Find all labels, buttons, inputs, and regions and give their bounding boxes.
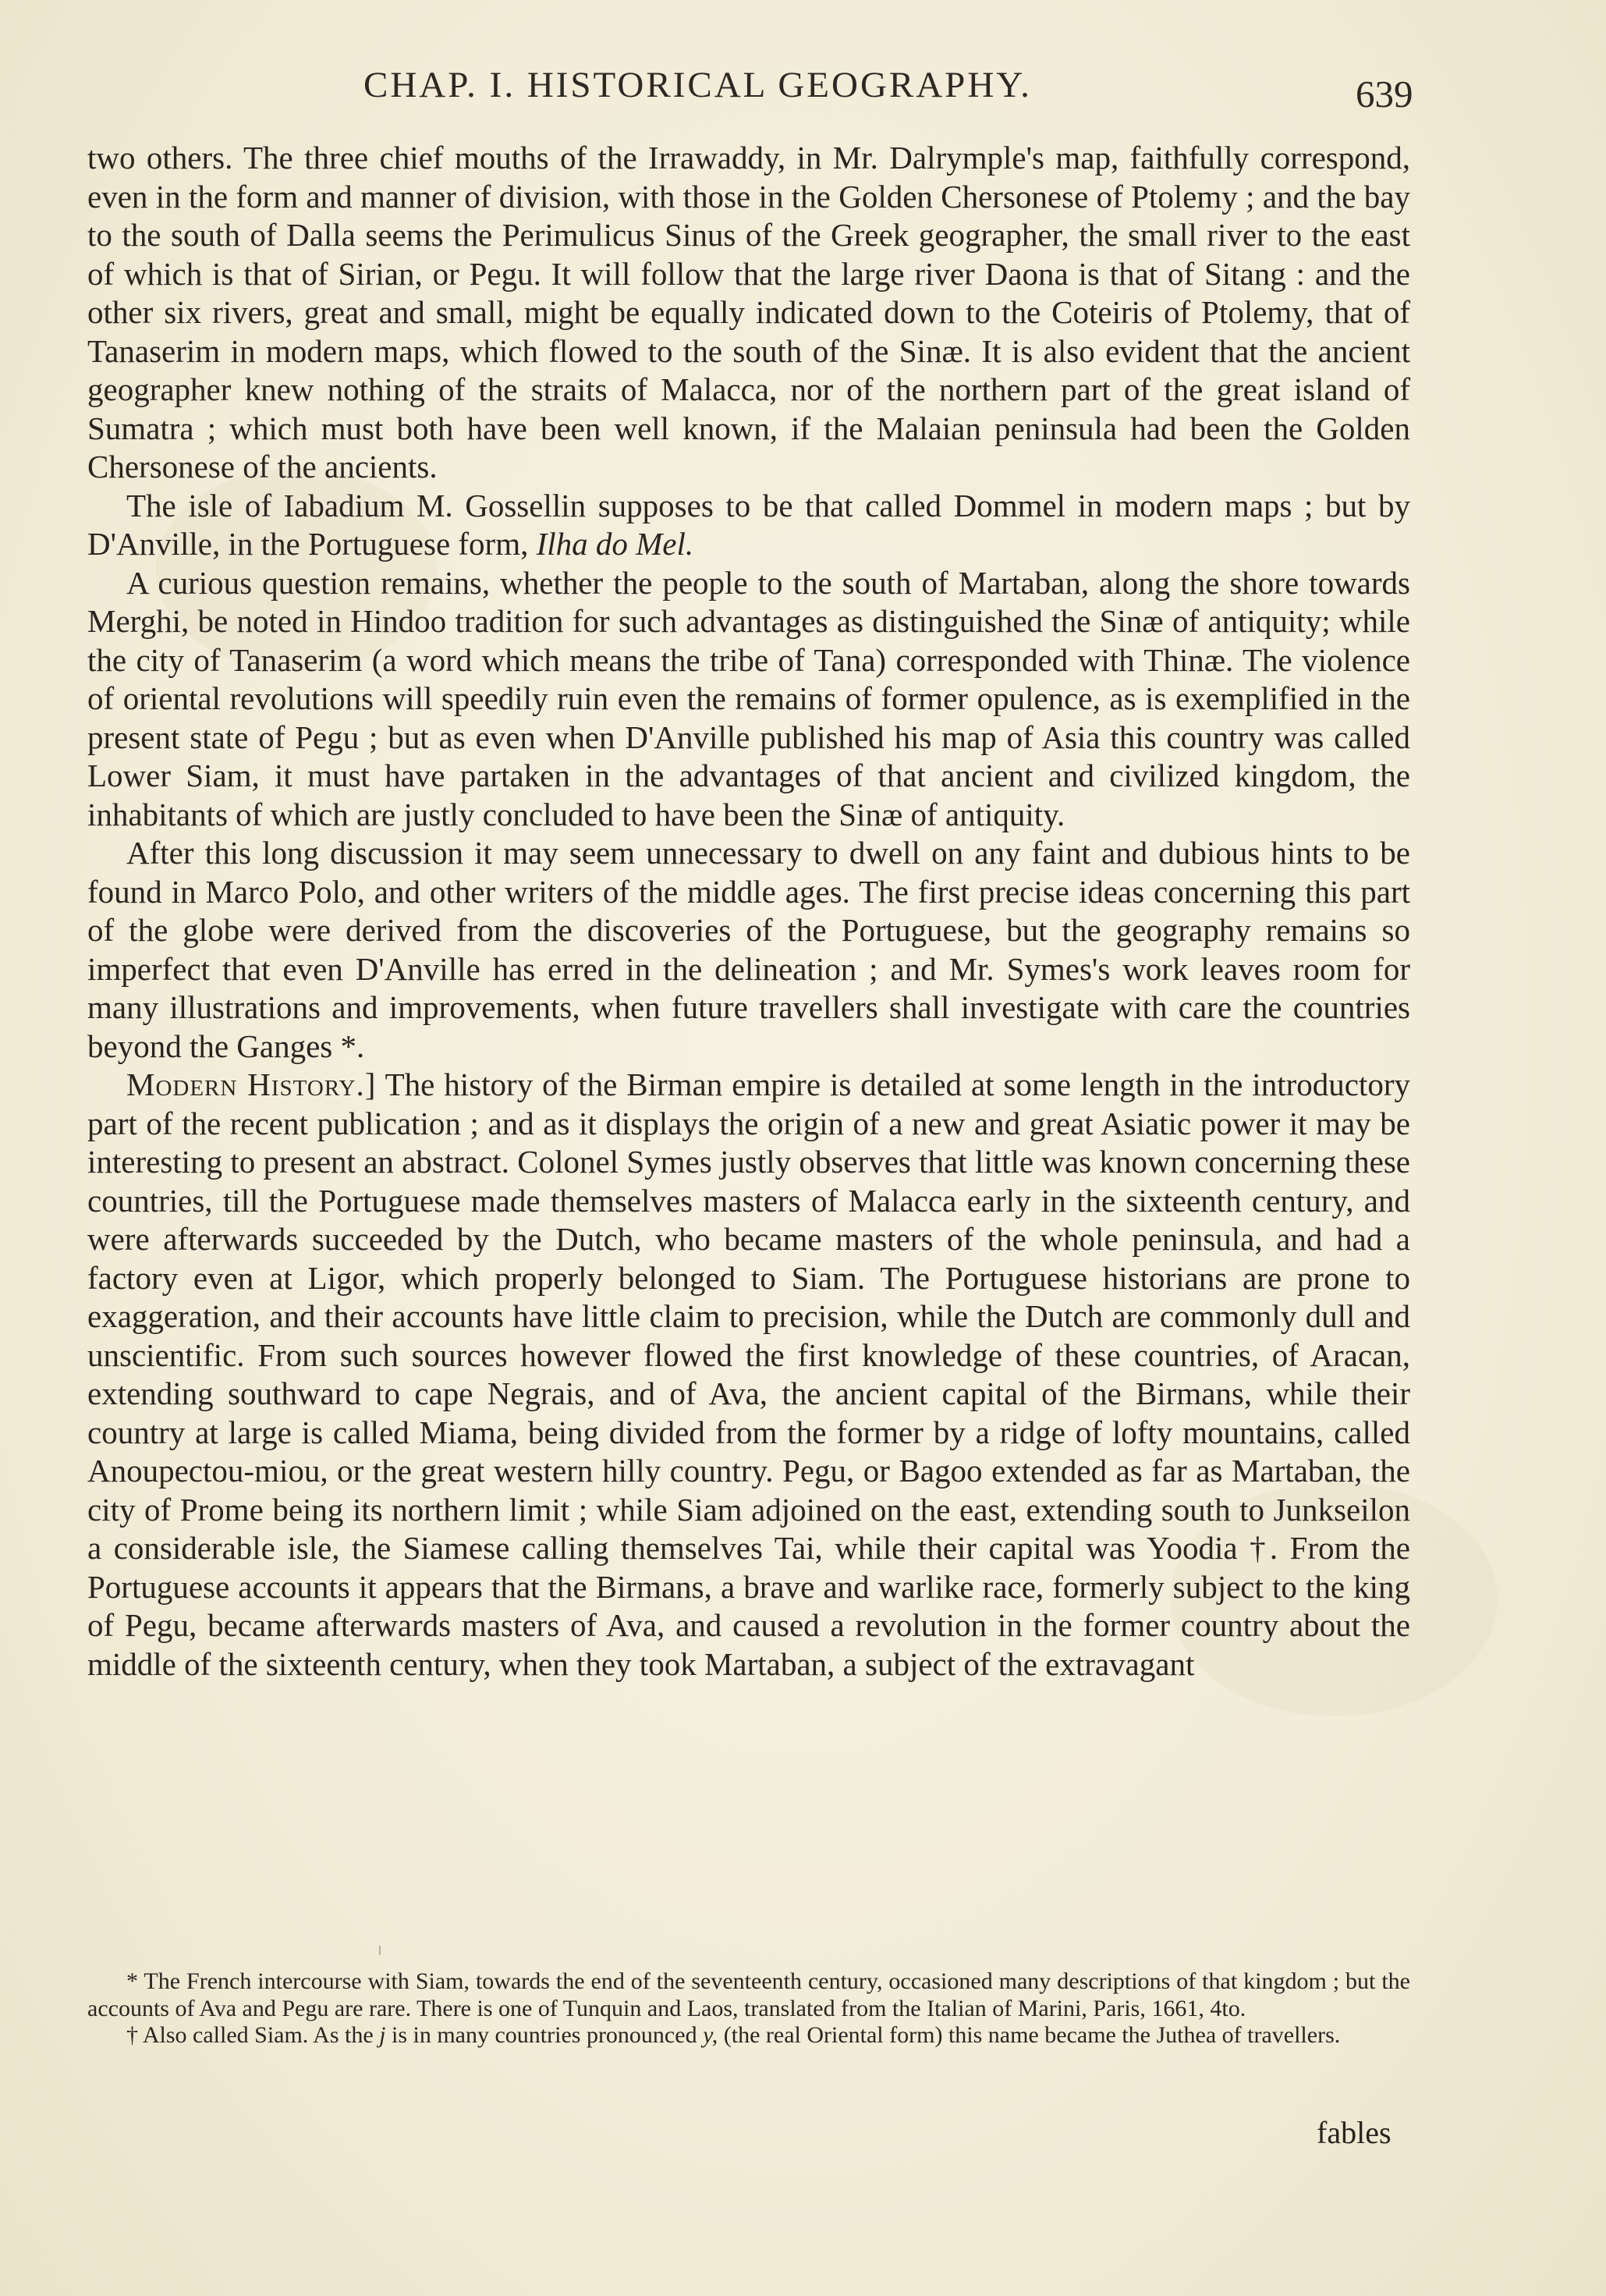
iabadium-text: The isle of Iabadium M. Gossellin supposes to be that called Dommel in modern maps ; but by D'Anville, in the Portuguese form, [87, 487, 1410, 562]
footnote-star: * The French intercourse with Siam, towards the end of the seventeenth century, occasioned many descriptions of that kingdom ; but the accounts of Ava and Pegu are rare. There is one of Tunquin and Laos, translated from the Italian of Marini, Paris, 1661, 4to. [87, 1968, 1410, 2021]
footnote-dagger [87, 2022, 1410, 2049]
footnote-dagger-text-b: is in many countries pronounced [385, 2022, 704, 2048]
running-head: CHAP. I. HISTORICAL GEOGRAPHY. [363, 65, 1032, 105]
footnotes [87, 1968, 1410, 2049]
paragraph-modern-history [87, 1066, 1410, 1684]
paragraph-curious-question: A curious question remains, whether the people to the south of Martaban, along the shore towards Merghi, be noted in Hindoo tradition for such advantages as distinguished the Sinæ of antiquity; while the city of Tanaserim (a word which means the tribe of Tana) corresponded with Thinæ. The violence of oriental revolutions will speedily ruin even the remains of former opulence, as is exemplified in the present state of Pegu ; but as even when D'Anville published his map of Asia this country was called Lower Siam, it must have partaken in the advantages of that ancient and civilized kingdom, the inhabitants of which are justly concluded to have been the Sinæ of antiquity. [87, 564, 1410, 832]
footnote-dagger-italic-y: y, [703, 2022, 718, 2048]
modern-history-text: The history of the Birman empire is detailed at some length in the introductory part of the recent publication ; and as it displays the origin of a new and great Asiatic power it may be interesting to present an abstract. Colonel Symes justly observes that little was known concerning these countries, till the Portuguese made themselves masters of Malacca early in the sixteenth century, and were afterwards succeeded by the Dutch, who became masters of the whole peninsula, and had a factory even at Ligor, which properly belonged to Siam. The Portuguese historians are prone to exaggeration, and their accounts have little claim to precision, while the Dutch are commonly dull and unscientific. From such sources however flowed the first knowledge of these countries, of Aracan, extending southward to cape Negrais, and of Ava, the ancient capital of the Birmans, while their country at large is called Miama, being divided from the former by a ridge of lofty mountains, called Anoupectou-miou, or the great western hilly country. Pegu, or Bagoo extended as far as Martaban, the city of Prome being its northern limit ; while Siam adjoined on the east, extending south to Junkseilon a considerable isle, the Siamese calling themselves Tai, while their capital was Yoodia †. From the Portuguese accounts it appears that the Birmans, a brave and warlike race, formerly subject to the king of Pegu, became afterwards masters of Ava, and caused a revolution in the former country about the middle of the sixteenth century, when they took Martaban, a subject of the extravagant [87, 1066, 1410, 1682]
page-number: 639 [1356, 73, 1413, 115]
footnote-dagger-italic-j: j [379, 2022, 386, 2048]
paragraph-irrawaddy: two others. The three chief mouths of the Irrawaddy, in Mr. Dalrymple's map, faithfully correspond, even in the form and manner of division, with those in the Golden Chersonese of Ptolemy ; and the bay to the south of Dalla seems the Perimulicus Sinus of the Greek geographer, the small river to the east of which is that of Sirian, or Pegu. It will follow that the large river Daona is that of Sitang : and the other six rivers, great and small, might be equally indicated down to the Coteiris of Ptolemy, that of Tanaserim in modern maps, which flowed to the south of the Sinæ. It is also evident that the ancient geographer knew nothing of the straits of Malacca, nor of the northern part of the great island of Sumatra ; which must both have been well known, if the Malaian peninsula had been the Golden Chersonese of the ancients. [87, 140, 1410, 484]
footnote-dagger-text-c: (the real Oriental form) this name became the Juthea of travellers. [718, 2022, 1341, 2048]
catchword: fables [1317, 2115, 1392, 2150]
paragraph-iabadium [87, 487, 1410, 564]
body-text [87, 139, 1410, 1684]
paragraph-after-discussion: After this long discussion it may seem unnecessary to dwell on any faint and dubious hints to be found in Marco Polo, and other writers of the middle ages. The first precise ideas concerning this part of the globe were derived from the discoveries of the Portuguese, but the geography remains so imperfect that even D'Anville has erred in the delineation ; and Mr. Symes's work leaves room for many illustrations and improvements, when future travellers shall investigate with care the countries beyond the Ganges *. [87, 835, 1410, 1064]
footnote-mark [379, 1946, 381, 1955]
section-heading-modern-history: Modern History.] [126, 1066, 377, 1102]
iabadium-italic: Ilha do Mel. [536, 526, 694, 562]
footnote-dagger-text-a: † Also called Siam. As the [126, 2022, 380, 2048]
